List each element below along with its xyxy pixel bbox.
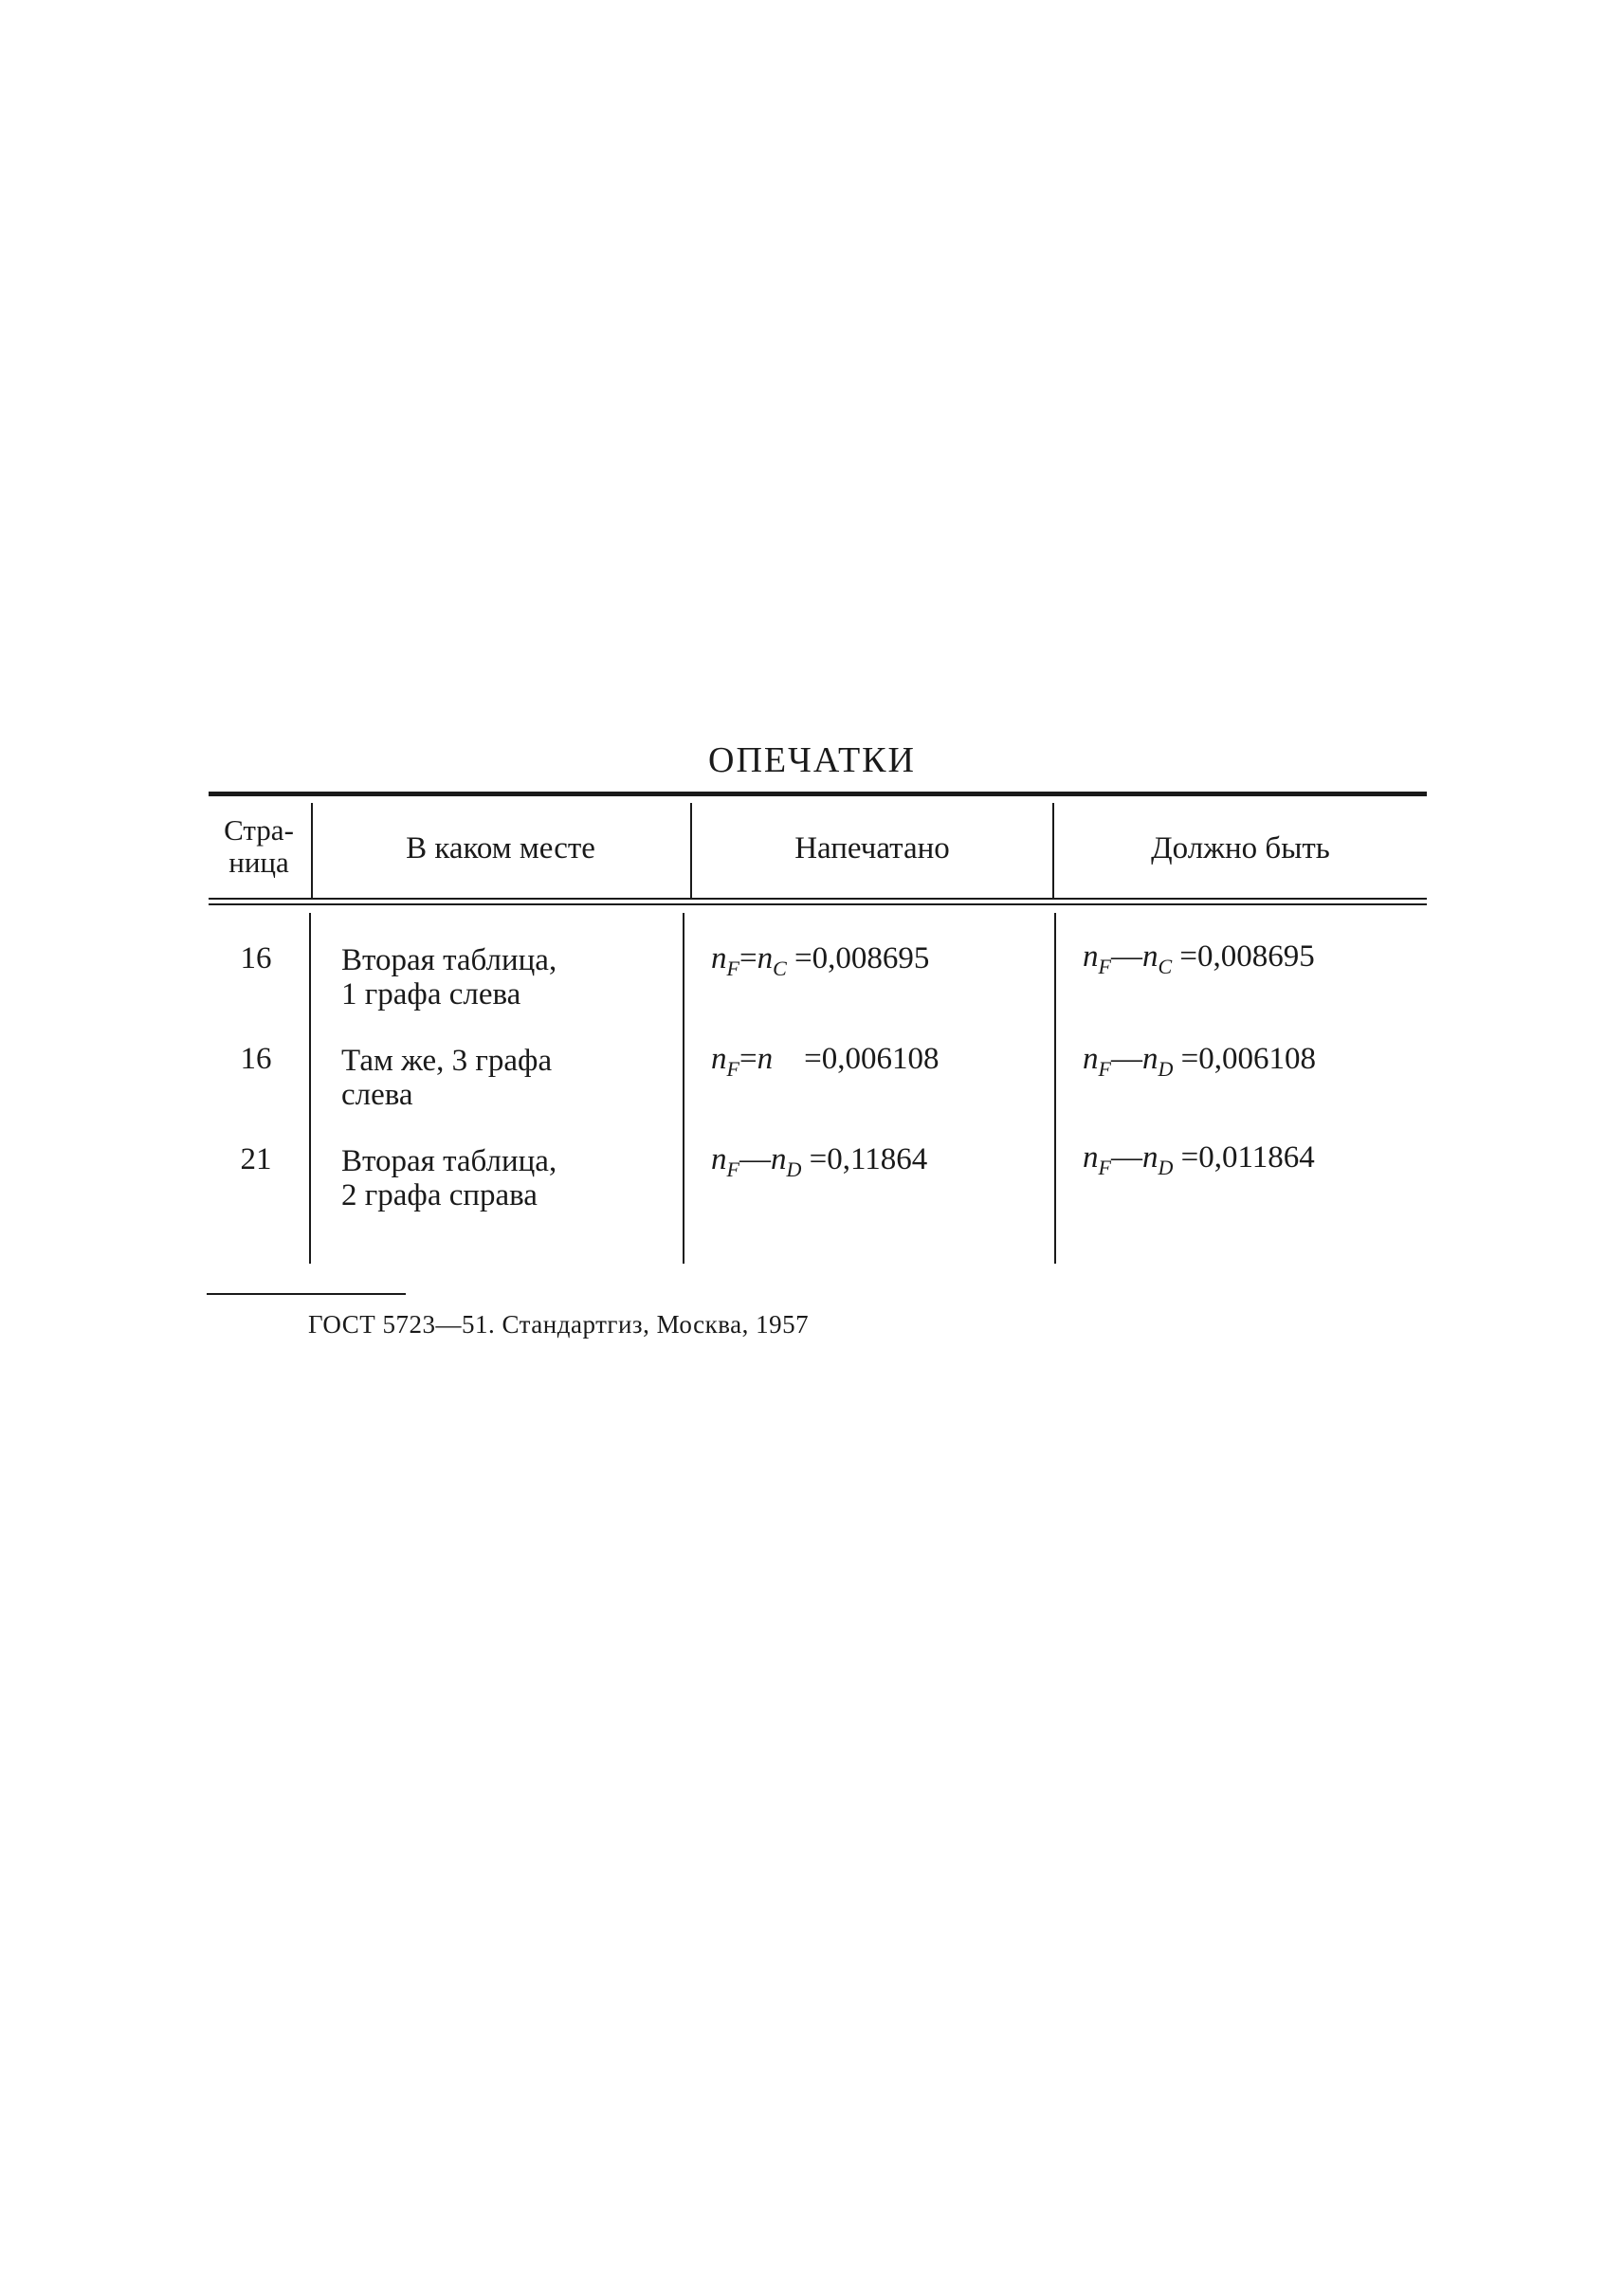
row-printed-formula: $n_F=n$ =0,006108 [711,1042,940,1081]
row-page: 21 [240,1142,272,1176]
table-top-rule [209,792,1427,796]
footnote-rule [207,1293,406,1295]
row-printed-formula: $n_F—n_D =0,11864$ [711,1142,928,1181]
column-header-place: В каком месте [406,831,595,866]
row-place: Там же, 3 графа слева [341,1044,553,1112]
column-header-page: Стра- ница [224,813,294,879]
header-rule [209,903,1427,905]
footer-citation: ГОСТ 5723—51. Стандартгиз, Москва, 1957 [308,1310,810,1339]
header-rule [209,898,1427,900]
row-place: Вторая таблица, 1 графа слева [341,943,557,1011]
body-divider [683,913,684,1264]
column-header-should-be: Должно быть [1151,831,1330,866]
body-divider [1054,913,1056,1264]
row-correct-formula: $n_F—n_D =0,011864$ [1083,1140,1315,1179]
row-printed-formula: $n_F=n_C =0,008695$ [711,941,930,980]
row-correct-formula: $n_F—n_C =0,008695$ [1083,939,1315,978]
errata-table [209,792,1427,1266]
row-place: Вторая таблица, 2 графа справа [341,1144,557,1212]
row-page: 16 [240,1042,272,1076]
row-correct-formula: $n_F—n_D =0,006108$ [1083,1042,1316,1081]
body-divider [309,913,311,1264]
column-header-printed: Напечатано [794,831,950,866]
row-page: 16 [240,941,272,975]
page-title: ОПЕЧАТКИ [708,740,916,780]
